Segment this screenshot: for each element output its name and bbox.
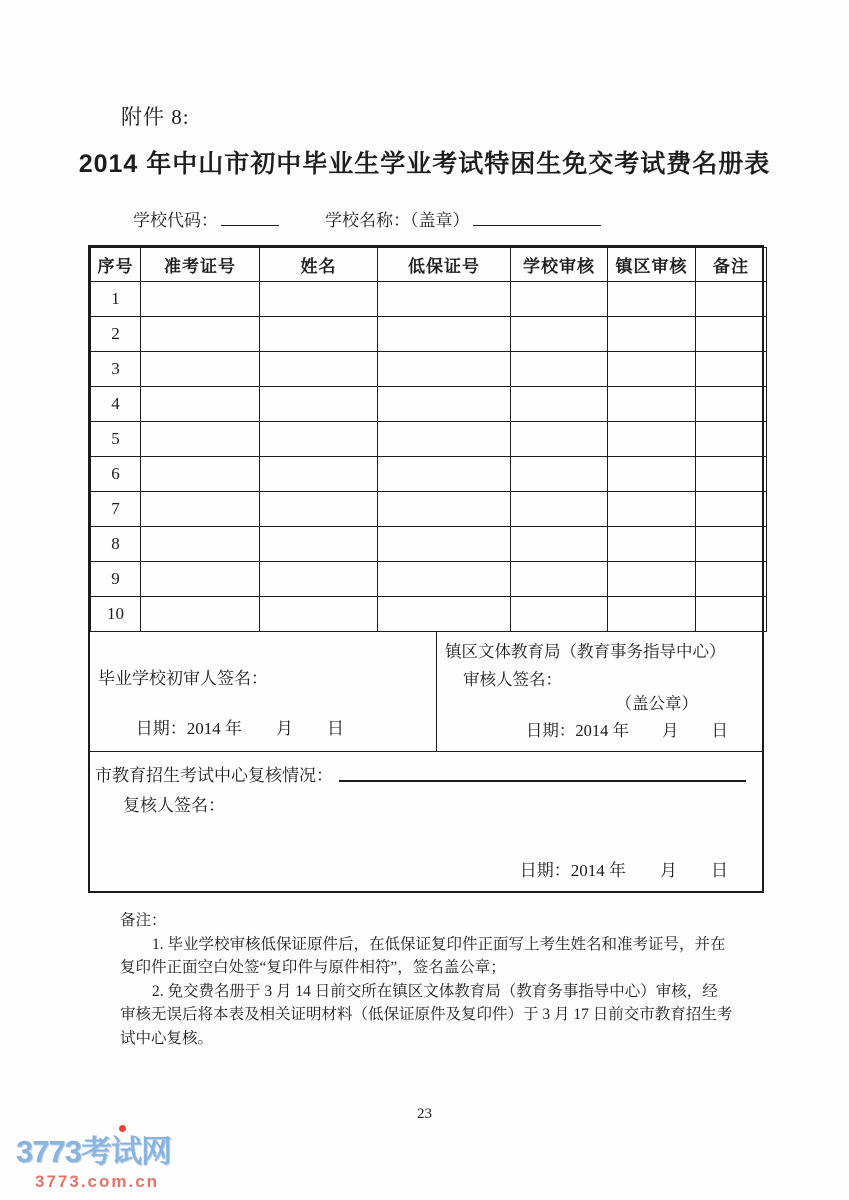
table-cell (608, 422, 696, 457)
row-number-cell: 7 (91, 492, 141, 527)
table-row (91, 317, 767, 352)
table-cell (378, 527, 511, 562)
header-remarks: 备注 (696, 248, 767, 282)
notes-block (120, 909, 732, 1050)
signature-section (90, 632, 762, 751)
table-row (91, 282, 767, 317)
roster-table (90, 247, 767, 632)
table-cell (511, 387, 608, 422)
table-cell (608, 387, 696, 422)
school-sign-label: 毕业学校初审人签名： (98, 669, 268, 688)
notes-label: 备注： (120, 912, 167, 929)
review-label: 市教育招生考试中心复核情况： (95, 766, 333, 785)
school-code-blank (221, 211, 279, 226)
table-cell (696, 282, 767, 317)
school-name-blank (473, 211, 601, 226)
table-cell (511, 457, 608, 492)
table-row (91, 597, 767, 632)
note-line: 审核无误后将本表及相关证明材料（低保证原件及复印件）于 3 月 17 日前交市教育招生考 (120, 1006, 733, 1023)
header-school-review: 学校审核 (511, 248, 608, 282)
table-cell (696, 422, 767, 457)
table-cell (608, 457, 696, 492)
table-cell (511, 597, 608, 632)
row-number-cell: 5 (91, 422, 141, 457)
school-sign-cell (90, 632, 437, 751)
school-name-field (325, 206, 601, 231)
table-cell (141, 562, 260, 597)
row-number-cell: 6 (91, 457, 141, 492)
table-cell (378, 597, 511, 632)
table-cell (141, 282, 260, 317)
attachment-label: 附件 8: (121, 105, 190, 129)
table-cell (511, 527, 608, 562)
table-cell (608, 562, 696, 597)
header-row (91, 248, 767, 282)
table-row (91, 387, 767, 422)
table-cell (696, 457, 767, 492)
row-number-cell: 2 (91, 317, 141, 352)
note-line: 1. 毕业学校审核低保证原件后，在低保证复印件正面写上考生姓名和准考证号，并在 (152, 935, 726, 953)
table-cell (141, 527, 260, 562)
table-cell (260, 422, 378, 457)
review-date: 日期：2014 年 月 日 (519, 861, 728, 880)
header-seq: 序号 (91, 248, 141, 282)
table-cell (511, 282, 608, 317)
table-cell (378, 352, 511, 387)
spacer (95, 816, 754, 856)
table-cell (378, 457, 511, 492)
table-cell (608, 597, 696, 632)
roster-form (88, 245, 764, 893)
note-line: 复印件正面空白处签“复印件与原件相符”，签名盖公章； (120, 959, 506, 976)
table-cell (378, 562, 511, 597)
table-cell (511, 317, 608, 352)
table-cell (260, 492, 378, 527)
watermark-logo (16, 1126, 171, 1171)
table-cell (378, 387, 511, 422)
table-cell (696, 492, 767, 527)
table-row (91, 492, 767, 527)
table-row (91, 527, 767, 562)
table-cell (141, 352, 260, 387)
table-cell (141, 317, 260, 352)
page-title: 2014 年中山市初中毕业生学业考试特困生免交考试费名册表 (78, 150, 771, 178)
page-number: 23 (417, 1106, 432, 1122)
table-cell (260, 562, 378, 597)
table-cell (378, 422, 511, 457)
table-cell (696, 352, 767, 387)
table-cell (378, 282, 511, 317)
table-cell (608, 492, 696, 527)
table-cell (696, 317, 767, 352)
header-admission-no: 准考证号 (141, 248, 260, 282)
watermark-site-name: 3773考试网 (16, 1134, 171, 1169)
table-row (91, 457, 767, 492)
town-sign-cell (437, 632, 762, 751)
header-name: 姓名 (260, 248, 378, 282)
table-cell (608, 527, 696, 562)
row-number-cell: 4 (91, 387, 141, 422)
table-cell (260, 457, 378, 492)
row-number-cell: 3 (91, 352, 141, 387)
school-code-field (133, 206, 279, 231)
reviewer-sign-label: 复核人签名： (123, 796, 225, 815)
table-cell (260, 527, 378, 562)
table-cell (511, 352, 608, 387)
table-cell (511, 422, 608, 457)
row-number-cell: 8 (91, 527, 141, 562)
school-name-label: 学校名称：（盖章） (325, 211, 470, 230)
watermark (16, 1126, 171, 1192)
town-sign-date: 日期：2014 年 月 日 (525, 721, 728, 740)
table-cell (260, 597, 378, 632)
table-cell (511, 562, 608, 597)
table-cell (608, 282, 696, 317)
table-cell (378, 317, 511, 352)
row-number-cell: 9 (91, 562, 141, 597)
school-code-label: 学校代码： (133, 211, 218, 230)
table-cell (141, 457, 260, 492)
town-office-line: 镇区文体教育局（教育事务指导中心） (445, 642, 726, 661)
note-line: 2. 免交费名册于 3 月 14 日前交所在镇区文体教育局（教育务事指导中心）审核，经 (152, 982, 718, 1000)
table-row (91, 422, 767, 457)
table-cell (141, 422, 260, 457)
watermark-url: 3773.com.cn (35, 1172, 160, 1191)
table-cell (378, 492, 511, 527)
header-town-review: 镇区审核 (608, 248, 696, 282)
table-cell (141, 492, 260, 527)
table-cell (260, 282, 378, 317)
town-seal-label: （盖公章） (615, 694, 698, 713)
table-row (91, 352, 767, 387)
header-subsistence-cert-no: 低保证号 (378, 248, 511, 282)
table-cell (608, 352, 696, 387)
table-cell (260, 317, 378, 352)
table-cell (141, 597, 260, 632)
town-sign-label: 审核人签名： (463, 670, 562, 689)
table-cell (696, 527, 767, 562)
table-cell (696, 562, 767, 597)
row-number-cell: 1 (91, 282, 141, 317)
table-cell (141, 387, 260, 422)
table-cell (608, 317, 696, 352)
school-sign-date: 日期：2014 年 月 日 (135, 719, 344, 738)
table-cell (696, 387, 767, 422)
note-line: 试中心复核。 (120, 1029, 214, 1047)
table-cell (511, 492, 608, 527)
review-blank-line (339, 768, 746, 782)
table-cell (260, 352, 378, 387)
table-cell (696, 597, 767, 632)
review-section (90, 751, 762, 891)
table-row (91, 562, 767, 597)
row-number-cell: 10 (91, 597, 141, 632)
table-cell (260, 387, 378, 422)
watermark-red-dot-icon (119, 1125, 126, 1132)
